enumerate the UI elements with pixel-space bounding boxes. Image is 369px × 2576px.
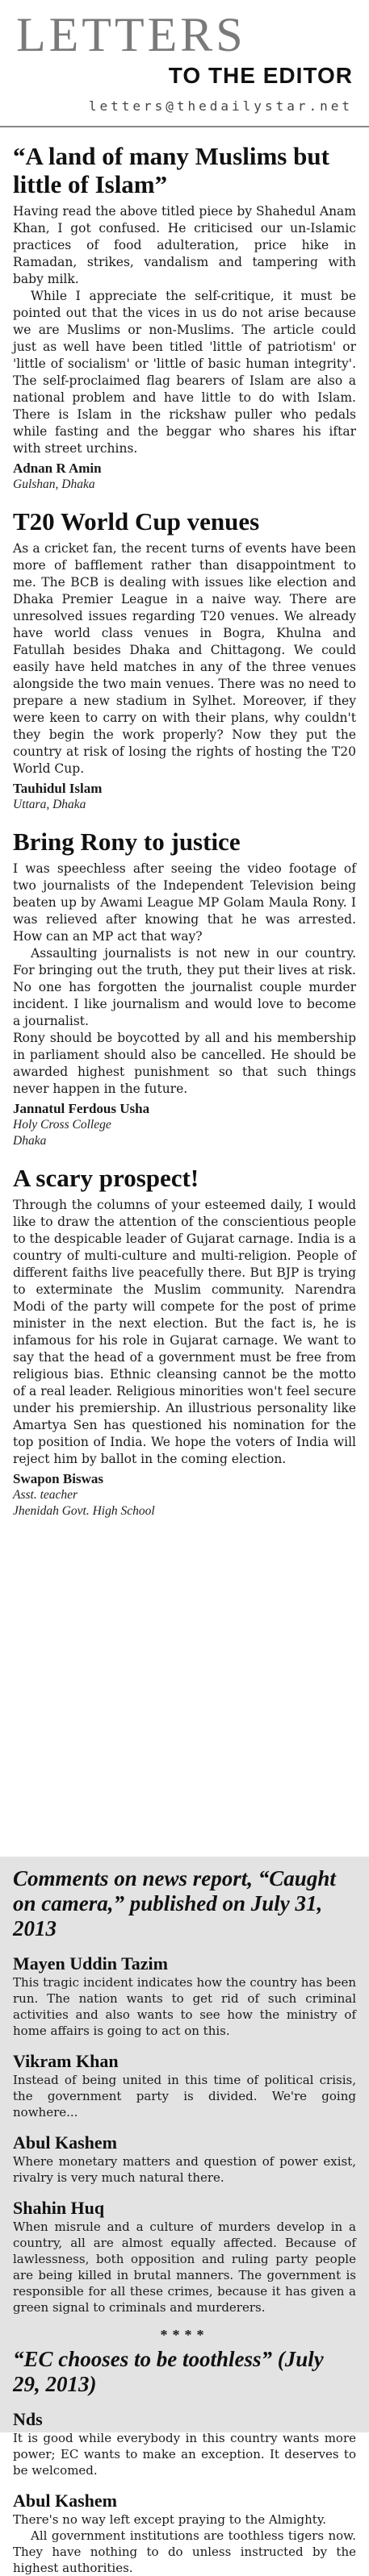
letter-affiliation: Dhaka (13, 1134, 47, 1148)
letter-signature: Jannatul Ferdous Usha (13, 1101, 150, 1116)
section-divider: **** (160, 2327, 209, 2343)
comments-heading-2: “EC chooses to be toothless” (July 29, 2013) (13, 2347, 324, 2396)
letter-headline: A scary prospect! (13, 1164, 199, 1192)
letter-paragraph: Assaulting journalists is not new in our country. For bringing out the truth, they put their lives at risk. No one has forgotten the journalist couple murder incident. I like journalism and would love to become a journalist. (13, 946, 356, 1028)
letter-affiliation: Gulshan, Dhaka (13, 477, 95, 491)
comment-text: Instead of being united in this time of political crisis, the government party is divided. We're going nowhere... (13, 2073, 356, 2120)
letter-paragraph: Rony should be boycotted by all and his membership in parliament should also be cancelled. He should be awarded highest punishment so that such things never happen in the future. (13, 1031, 356, 1096)
letter-headline: Bring Rony to justice (13, 827, 241, 856)
letter-headline: “A land of many Muslims but little of Islam” (13, 142, 329, 198)
comment-item (13, 2132, 356, 2186)
letter (13, 507, 356, 813)
comment-item (13, 2197, 356, 2315)
masthead (0, 0, 369, 127)
letter-affiliation: Uttara, Dhaka (13, 798, 86, 811)
letter-affiliation: Holy Cross College (13, 1118, 111, 1132)
reader-comments-box (0, 1857, 369, 2575)
letter-body (13, 1197, 356, 1468)
commenter-name: Mayen Uddin Tazim (13, 1953, 168, 1974)
letter-paragraph: Having read the above titled piece by Shahedul Anam Khan, I got confused. He criticised our un-Islamic practices of food adulteration, price hike in Ramadan, strikes, vandalism and tampering with baby milk. (13, 204, 356, 286)
letter-headline: T20 World Cup venues (13, 507, 260, 536)
comment-text: This tragic incident indicates how the country has been run. The nation wants to get rid of such criminal activities and also wants to see how the ministry of home affairs is going to act on this. (13, 1975, 356, 2038)
letter-body (13, 540, 356, 777)
commenter-name: Abul Kashem (13, 2491, 117, 2511)
letter (13, 142, 356, 493)
commenter-name: Abul Kashem (13, 2132, 117, 2153)
letter-affiliation: Jhenidah Govt. High School (13, 1504, 155, 1518)
comment-list (13, 1953, 356, 2315)
letter-paragraph: I was speechless after seeing the video footage of two journalists of the Independent Television being beaten up by Awami League MP Golam Maula Rony. I was relieved after knowing that he was arrested. How can an MP act that way? (13, 861, 356, 944)
letter-paragraph: Through the columns of your esteemed daily, I would like to draw the attention of the conscientious people to the despicable leader of Gujarat carnage. India is a country of multi-culture and multi-religion. People of different faiths live peacefully there. But BJP is trying to exterminate the Muslim community. Narendra Modi of the party will compete for the post of prime minister in the next election. But the fact is, he is infamous for his role in Gujarat carnage. We want to say that the head of a government must be free from religious bias. Ethnic cleansing cannot be the motto of a real leader. Religious minorities won't feel secure under his premiership. An illustrious personality like Amartya Sen has questioned his nomination for the top position of India. We hope the voters of India will reject him by ballot in the coming election. (13, 1198, 356, 1466)
commenter-name: Nds (13, 2409, 43, 2429)
comment-text: It is good while everybody in this country wants more power; EC wants to make an exception. It deserves to be welcomed. (13, 2431, 356, 2478)
comment-item (13, 1953, 356, 2039)
letter-body (13, 861, 356, 1098)
comment-text: Where monetary matters and question of power exist, rivalry is very much natural there. (13, 2154, 356, 2185)
editor-email: letters@thedailystar.net (88, 98, 353, 114)
comment-list-2 (13, 2408, 356, 2576)
comment-item (13, 2408, 356, 2478)
letter (13, 1164, 356, 1519)
letter-signature: Adnan R Amin (13, 461, 102, 476)
letter-body (13, 203, 356, 457)
letter (13, 827, 356, 1149)
letters-column (0, 142, 369, 1519)
letter-affiliation: Asst. teacher (13, 1488, 78, 1502)
section-title: LETTERS (16, 8, 246, 61)
letter-paragraph: As a cricket fan, the recent turns of events have been more of bafflement rather than disappointment to me. The BCB is dealing with issues like election and Dhaka Premier League in a naive way. There are unresolved issues regarding T20 venues. We already have world class venues in Bogra, Khulna and Fatullah besides Dhaka and Chittagong. We could easily have held matches in any of the three venues alongside the two main venues. There was no need to prepare a new stadium in Sylhet. Moreover, if they were keen to carry on with their plans, why couldn't they begin the work properly? Now they put the country at risk of losing the rights of hosting the T20 World Cup. (13, 541, 356, 776)
comment-text: There's no way left except praying to the Almighty. (13, 2512, 327, 2527)
commenter-name: Shahin Huq (13, 2198, 105, 2218)
comment-text: When misrule and a culture of murders develop in a country, all are almost equally affected. Because of lawlessness, both opposition and ruling party people are being killed in brutal manners. The government is responsible for all these crimes, because it has given a green signal to criminals and murderers. (13, 2220, 356, 2315)
comments-heading: Comments on news report, “Caught on camera,” published on July 31, 2013 (13, 1866, 336, 1940)
comment-item (13, 2050, 356, 2120)
comment-item (13, 2490, 356, 2576)
commenter-name: Vikram Khan (13, 2051, 119, 2071)
letter-signature: Swapon Biswas (13, 1471, 103, 1486)
section-subtitle: TO THE EDITOR (168, 63, 353, 88)
letter-paragraph: While I appreciate the self-critique, it must be pointed out that the vices in us do not arise because we are Muslims or non-Muslims. The article could just as well have been titled 'little of patriotism' or 'little of socialism' or 'little of basic human integrity'. The self-proclaimed flag bearers of Islam are also a national problem and have little to do with Islam. There is Islam in the rickshaw puller who pedals while fasting and the beggar who shares his iftar with street urchins. (13, 289, 356, 456)
comment-text: All government institutions are toothless tigers now. They have nothing to do unless instructed by the highest authorities. (13, 2528, 356, 2575)
letter-signature: Tauhidul Islam (13, 781, 103, 796)
